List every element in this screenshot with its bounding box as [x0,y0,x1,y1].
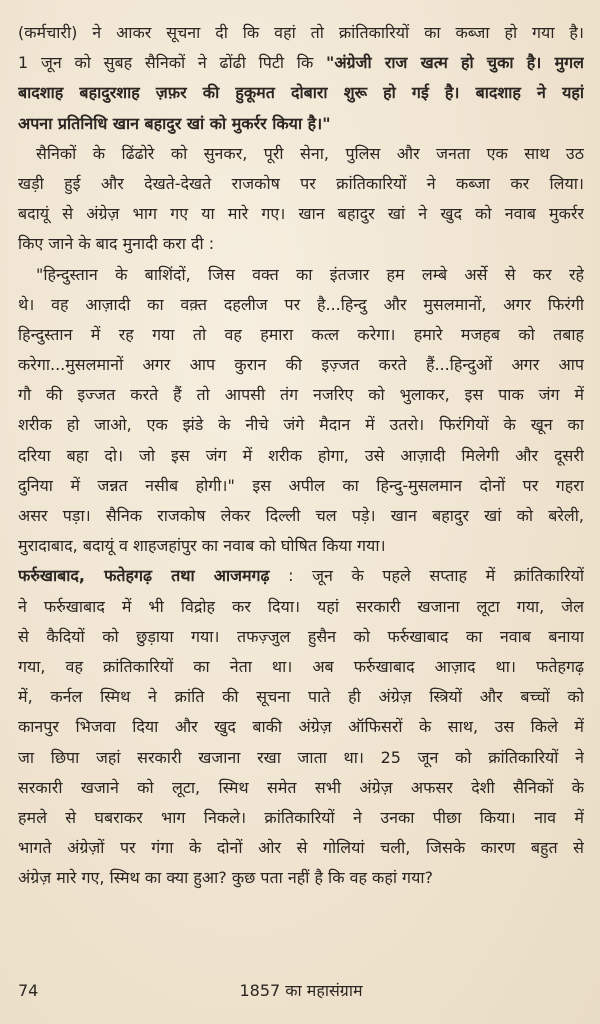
text-line: खड़ी हुई और देखते-देखते राजकोष पर क्रांतिकारियों ने कब्जा कर लिया। [18,173,584,193]
text-line [18,561,584,591]
page-number: 74 [18,981,39,1000]
body-text [18,18,584,893]
text-line: शरीक हो जाओ, एक झंडे के नीचे जंगे मैदान में उतरो। फिरंगियों के खून का [18,415,584,435]
bold-text: "अंग्रेजी राज खत्म हो चुका है। मुगल [326,53,584,73]
plain-text: 1 जून को सुबह सैनिकों ने ढोंढी पिटी कि [18,53,326,73]
text-line: सैनिकों के ढिंढोरे को सुनकर, पूरी सेना, पुलिस और जनता एक साथ उठ [36,143,584,163]
text-line: सरकारी खजाने को लूटा, स्मिथ समेत सभी अंग्रेज़ अफसर देशी सैनिकों के [18,777,584,797]
text-line: हिन्दुस्तान में रह गया तो वह हमारा कत्ल करेगा। हमारे मजहब को तबाह [18,324,584,344]
text-line: गया, वह क्रांतिकारियों का नेता था। अब फर्रुखाबाद आज़ाद था। फतेहगढ़ [18,656,584,676]
text-line: मुरादाबाद, बदायूं व शाहजहांपुर का नवाब को घोषित किया गया। [18,536,386,556]
text-line: से कैदियों को छुड़ाया गया। तफज़्जुल हुसैन को फर्रुखाबाद का नवाब बनाया [18,626,584,646]
text-line: दुनिया में जन्नत नसीब होगी।" इस अपील का हिन्दु-मुसलमान दोनों पर गहरा [18,475,584,495]
bold-text: फर्रुखाबाद, फतेहगढ़ तथा आजमगढ़ [18,566,270,586]
bold-text: बादशाह बहादुरशाह ज़फ़र की हुकूमत दोबारा शुरू हो गई है। बादशाह ने यहां [18,83,584,103]
text-line: करेगा...मुसलमानों अगर आप कुरान की इज़्जत करते हैं...हिन्दुओं अगर आप [18,355,584,375]
text-line [18,48,584,78]
text-line: कानपुर भिजवा दिया और खुद बाकी अंग्रेज़ ऑफिसरों के साथ, उस किले में [18,717,584,737]
text-line: "हिन्दुस्तान के बाशिंदों, जिस वक्त का इंतजार हम लम्बे अर्से से कर रहे [36,264,584,284]
text-line: गौ की इज्जत करते हैं तो आपसी तंग नजरिए को भुलाकर, इस पाक जंग में [18,385,584,405]
text-line: थे। वह आज़ादी का वक़्त दहलीज पर है...हिन्दु और मुसलमानों, अगर फिरंगी [18,294,584,314]
text-line: जा छिपा जहां सरकारी खजाना रखा जाता था। 25 जून को क्रांतिकारियों ने [18,747,584,767]
text-line: ने फर्रुखाबाद में भी विद्रोह कर दिया। यहां सरकारी खजाना लूटा गया, जेल [18,596,584,616]
text-line [18,109,584,139]
text-line: हमले से घबराकर भाग निकले। क्रांतिकारियों ने उनका पीछा किया। नाव में [18,807,584,827]
text-line: भागते अंग्रेज़ों पर गंगा के दोनों ओर से गोलियां चली, जिसके कारण बहुत से [18,838,584,858]
text-line: अंग्रेज़ मारे गए, स्मिथ का क्या हुआ? कुछ पता नहीं है कि वह कहां गया? [18,868,433,888]
running-title: 1857 का महासंग्राम [239,981,363,1000]
text-line [18,78,584,108]
text-line: किए जाने के बाद मुनादी करा दी : [18,234,215,254]
text-line: (कर्मचारी) ने आकर सूचना दी कि वहां तो क्रांतिकारियों का कब्जा हो गया है। [18,23,584,42]
book-page [18,18,584,1008]
text-line: असर पड़ा। सैनिक राजकोष लेकर दिल्ली चल पड़े। खान बहादुर खां को बरेली, [18,506,584,525]
bold-text: अपना प्रतिनिधि खान बहादुर खां को मुकर्रर किया है।" [18,113,331,133]
plain-text: : जून के पहले सप्ताह में क्रांतिकारियों [269,566,584,586]
text-line: बदायूं से अंग्रेज़ भाग गए या मारे गए। खान बहादुर खां ने खुद को नवाब मुकर्रर [18,204,584,224]
text-line: दरिया बहा दो। जो इस जंग में शरीक होगा, उसे आज़ादी मिलेगी और दूसरी [18,445,584,465]
text-line: में, कर्नल स्मिथ ने क्रांति की सूचना पाते ही अंग्रेज़ स्त्रियों और बच्चों को [18,687,584,707]
